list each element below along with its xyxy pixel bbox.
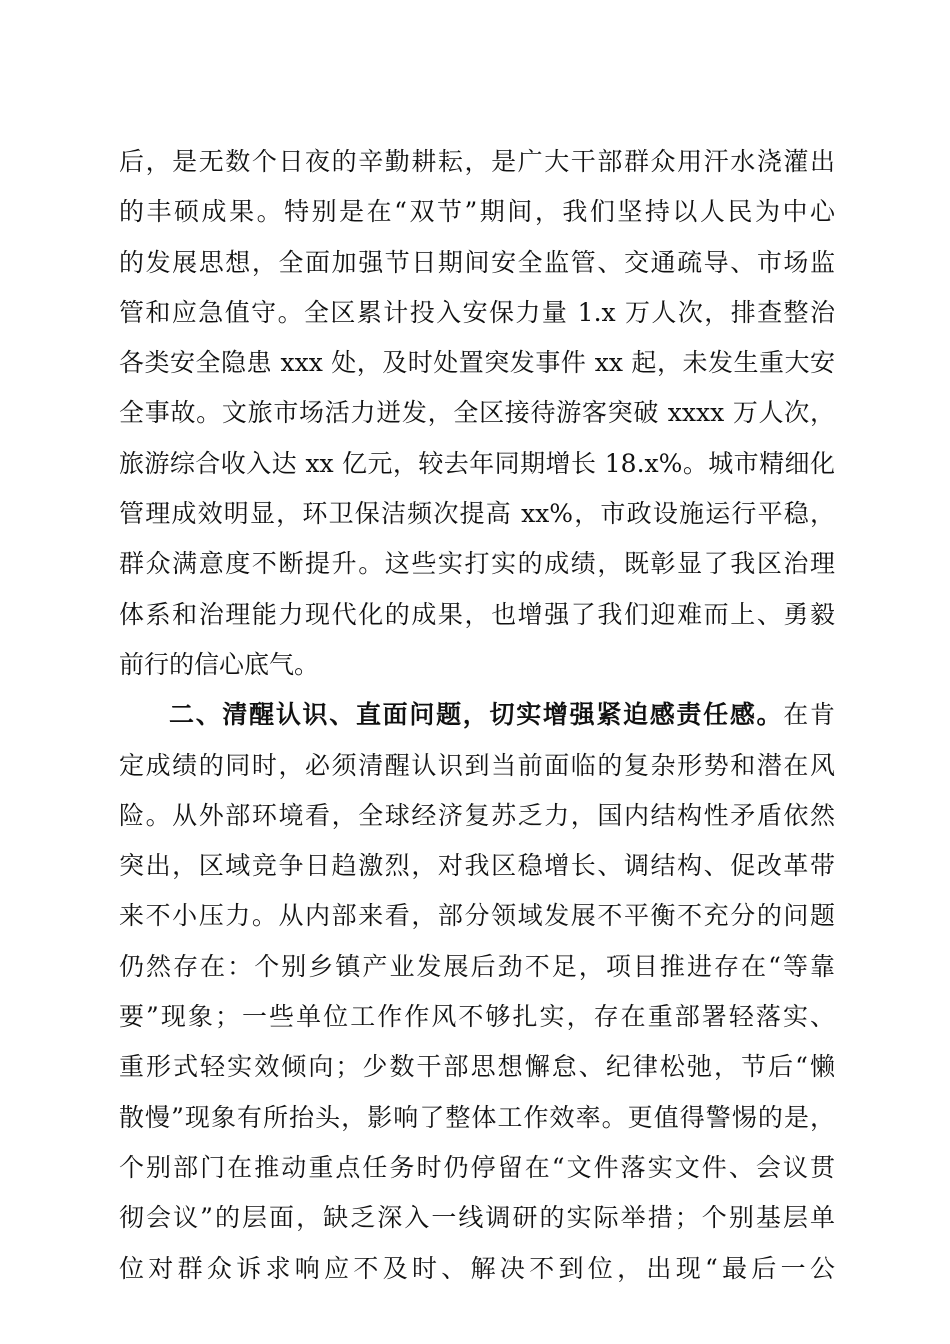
paragraph-line: 重形式轻实效倾向；少数干部思想懈怠、纪律松弛，节后“懒 bbox=[119, 1052, 835, 1082]
paragraph-line: 前行的信心底气。 bbox=[119, 649, 320, 679]
paragraph-line: 仍然存在：个别乡镇产业发展后劲不足，项目推进存在“等靠 bbox=[119, 951, 835, 981]
body-text bbox=[119, 137, 835, 1294]
paragraph-line: 险。从外部环境看，全球经济复苏乏力，国内结构性矛盾依然 bbox=[119, 800, 835, 830]
paragraph-line: 的发展思想，全面加强节日期间安全监管、交通疏导、市场监 bbox=[119, 247, 835, 277]
paragraph-line: 散慢”现象有所抬头，影响了整体工作效率。更值得警惕的是， bbox=[119, 1102, 835, 1132]
paragraph-line: 来不小压力。从内部来看，部分领域发展不平衡不充分的问题 bbox=[119, 901, 835, 931]
paragraph-line: 后，是无数个日夜的辛勤耕耘，是广大干部群众用汗水浇灌出 bbox=[119, 147, 835, 176]
paragraph-line: 管和应急值守。全区累计投入安保力量 1.x 万人次，排查整治 bbox=[119, 297, 835, 327]
paragraph-line: 定成绩的同时，必须清醒认识到当前面临的复杂形势和潜在风 bbox=[119, 750, 835, 780]
paragraph-line: 体系和治理能力现代化的成果，也增强了我们迎难而上、勇毅 bbox=[119, 599, 835, 629]
paragraph-line: 群众满意度不断提升。这些实打实的成绩，既彰显了我区治理 bbox=[119, 549, 835, 579]
paragraph-line: 彻会议”的层面，缺乏深入一线调研的实际举措；个别基层单 bbox=[119, 1203, 835, 1233]
paragraph-line: 全事故。文旅市场活力迸发，全区接待游客突破 xxxx 万人次， bbox=[119, 398, 835, 428]
section-heading-line bbox=[119, 690, 835, 740]
paragraph-line: 位对群众诉求响应不及时、解决不到位，出现“最后一公 bbox=[119, 1253, 835, 1283]
paragraph-line: 个别部门在推动重点任务时仍停留在“文件落实文件、会议贯 bbox=[119, 1152, 835, 1182]
paragraph-text: 在肯 bbox=[783, 700, 835, 730]
paragraph-line: 各类安全隐患 xxx 处，及时处置突发事件 xx 起，未发生重大安 bbox=[119, 348, 835, 378]
paragraph-line: 要”现象；一些单位工作作风不够扎实，存在重部署轻落实、 bbox=[119, 1002, 835, 1032]
paragraph-line: 旅游综合收入达 xx 亿元，较去年同期增长 18.x%。城市精细化 bbox=[119, 448, 835, 478]
paragraph-line: 突出，区域竞争日趋激烈，对我区稳增长、调结构、促改革带 bbox=[119, 851, 835, 881]
section-heading: 二、清醒认识、直面问题，切实增强紧迫感责任感。 bbox=[169, 700, 784, 730]
paragraph-line: 管理成效明显，环卫保洁频次提高 xx%，市政设施运行平稳， bbox=[119, 499, 835, 529]
paragraph-line: 的丰硕成果。特别是在“双节”期间，我们坚持以人民为中心 bbox=[119, 197, 835, 227]
